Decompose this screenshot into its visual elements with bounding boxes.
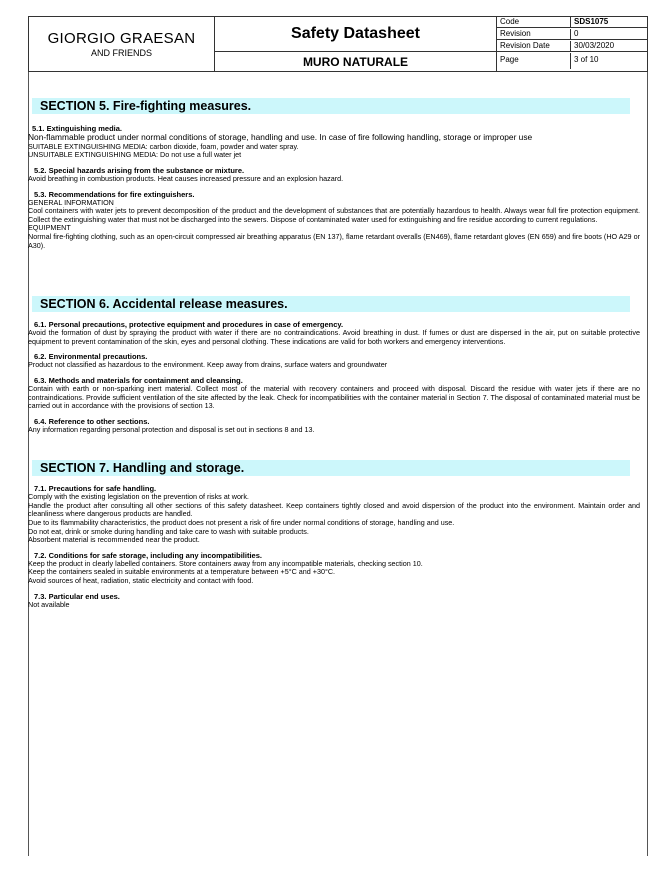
subsection-6-4-text: Any information regarding personal protection and disposal is set out in sections 8 and 13. — [28, 424, 315, 434]
subsection-5-1-suitable: SUITABLE EXTINGUISHING MEDIA: carbon dioxide, foam, powder and water spray. — [28, 141, 299, 151]
subsection-5-3-equipment-text: Normal fire-fighting clothing, such as an open-circuit compressed air breathing apparatus (EN 137), flame retardant overalls (EN469), flame retardant gloves (EN 659) and fire boots (HO A29 or A30). — [28, 231, 640, 250]
subsection-7-1-text-c: Due to its flammability characteristics, the product does not present a risk of fire under normal conditions of storage, handling and use. — [28, 518, 455, 528]
subsection-6-2-text: Product not classified as hazardous to the environment. Keep away from drains, surface waters and groundwater — [28, 360, 388, 370]
title-block — [215, 17, 497, 71]
page-label: Page — [497, 53, 571, 69]
company-block — [29, 17, 215, 71]
subsection-7-1-heading: 7.1. Precautions for safe handling. — [34, 484, 157, 494]
subsection-5-1-text: Non-flammable product under normal conditions of storage, handling and use. In case of fire following handling, storage or improper use — [28, 132, 533, 142]
meta-table — [497, 17, 647, 71]
subsection-5-2-heading: 5.2. Special hazards arising from the substance or mixture. — [34, 165, 245, 175]
revision-label: Revision — [497, 29, 571, 40]
revision-value: 0 — [571, 29, 647, 40]
section-5-title: SECTION 5. Fire-fighting measures. — [32, 98, 630, 114]
subsection-5-3-general-text: Cool containers with water jets to prevent decomposition of the product and the development of substances that are potentially hazardous to health. Always wear full fire protection equipment. Collect the extinguishing water that must not be discharged into the sewers. Dispose of contaminated water used for extinguishing and fire residue according to current regulations. — [28, 206, 640, 224]
product-name: MURO NATURALE — [302, 54, 409, 69]
subsection-7-2-text-c: Avoid sources of heat, radiation, static electricity and contact with food. — [28, 576, 254, 586]
subsection-7-1-text-d: Do not eat, drink or smoke during handling and take care to wash with suitable products. — [28, 526, 309, 536]
page-value: 3 of 10 — [574, 55, 599, 65]
subsection-5-3-general-label: GENERAL INFORMATION — [28, 197, 114, 207]
code-label: Code — [497, 17, 571, 28]
subsection-7-2-heading: 7.2. Conditions for safe storage, including any incompatibilities. — [34, 550, 262, 560]
code-value: SDS1075 — [571, 17, 647, 28]
section-7-title: SECTION 7. Handling and storage. — [32, 460, 630, 476]
subsection-7-1-text-a: Comply with the existing legislation on the prevention of risks at work. — [28, 492, 249, 502]
document-body — [28, 98, 640, 609]
subsection-6-3-text: Contain with earth or non-sparking inert material. Collect most of the material with recovery containers and proceed with disposal. Discard the residue with water jets if there are no contraindications. Provide sufficient ventilation of the site affected by the leak. Check for incompatibilities with the container material in Section 7. The disposal of contaminated material must be carried out in accordance with the provisions of section 13. — [28, 383, 640, 411]
subsection-5-3-equipment-label: EQUIPMENT — [28, 223, 71, 233]
subsection-5-3-heading: 5.3. Recommendations for fire extinguishers. — [34, 189, 195, 199]
subsection-6-3-heading: 6.3. Methods and materials for containment and cleansing. — [34, 375, 243, 385]
subsection-7-2-text-b: Keep the containers sealed in suitable environments at a temperature between +5°C and +30°C. — [28, 567, 336, 577]
company-subtitle: AND FRIENDS — [90, 48, 152, 58]
subsection-7-1-text-e: Absorbent material is recommended near the product. — [28, 535, 200, 545]
subsection-6-2-heading: 6.2. Environmental precautions. — [34, 352, 148, 362]
subsection-6-1-text: Avoid the formation of dust by spraying the product with water if there are no contraindications. Avoid breathing in dust. If fumes or dust are dispersed in the air, put on suitable protective equipment to prevent contamination of the skin, eyes and personal clothing. These indications are valid for both workers and emergency interventions. — [28, 328, 640, 346]
section-6-title: SECTION 6. Accidental release measures. — [32, 296, 630, 312]
subsection-5-1-unsuitable: UNSUITABLE EXTINGUISHING MEDIA: Do not use a full water jet — [28, 150, 242, 160]
subsection-6-4-heading: 6.4. Reference to other sections. — [34, 416, 150, 426]
document-title: Safety Datasheet — [215, 17, 496, 52]
revision-date-label: Revision Date — [497, 41, 571, 52]
subsection-6-1-heading: 6.1. Personal precautions, protective equipment and procedures in case of emergency. — [34, 320, 344, 330]
subsection-7-3-text: Not available — [28, 599, 70, 609]
subsection-7-2-text-a: Keep the product in clearly labelled containers. Store containers away from any incompatible materials, checking section 10. — [28, 558, 423, 568]
company-name: GIORGIO GRAESAN — [47, 30, 196, 47]
revision-date-value: 30/03/2020 — [571, 41, 647, 52]
document-header — [28, 16, 648, 72]
subsection-5-2-text: Avoid breathing in combustion products. Heat causes increased pressure and an explosion hazard. — [28, 173, 344, 183]
subsection-7-3-heading: 7.3. Particular end uses. — [34, 591, 120, 601]
subsection-5-1-heading: 5.1. Extinguishing media. — [32, 124, 123, 133]
subsection-7-1-text-b: Handle the product after consulting all other sections of this safety datasheet. Keep containers tightly closed and avoid dispersion of the product into the environment. Maintain order and cleanliness where dangerous products are handled. — [28, 500, 640, 519]
